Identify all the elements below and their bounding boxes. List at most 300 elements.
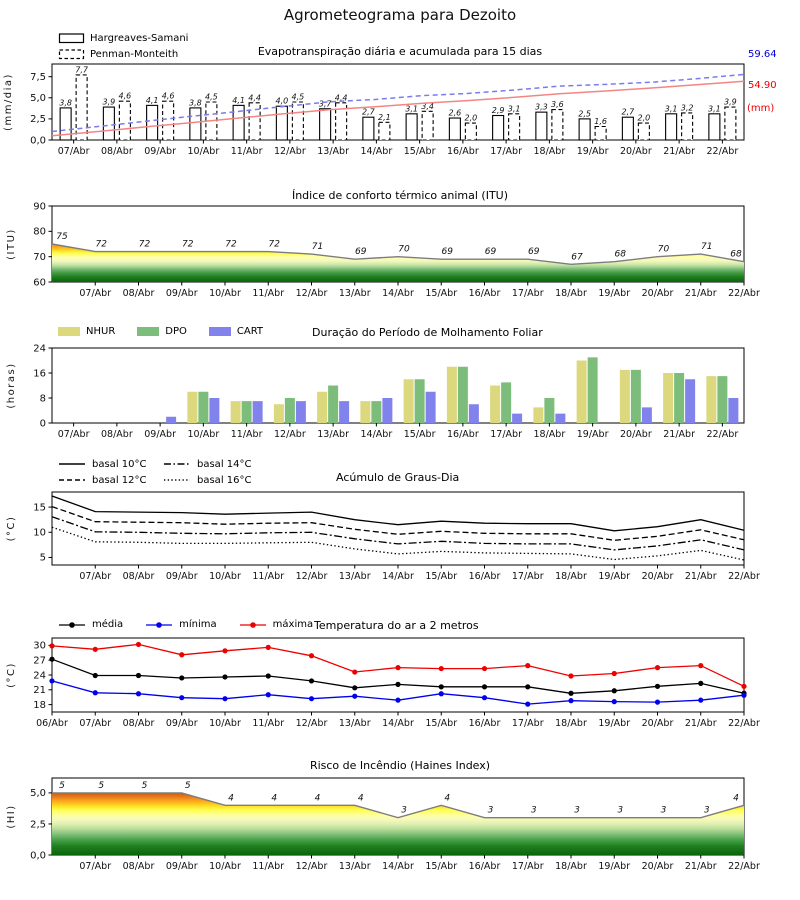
temp-legend — [58, 619, 335, 630]
legend-label: basal 16°C — [197, 474, 252, 486]
hargreaves-bar-label: 4,1 — [145, 95, 159, 105]
hargreaves-bar — [103, 107, 114, 140]
y-tick-label: 7,5 — [30, 71, 46, 83]
value-label: 5 — [59, 780, 65, 791]
minima-point — [49, 678, 54, 683]
penman-bar-label: 3,4 — [421, 101, 434, 111]
value-label: 4 — [228, 793, 234, 804]
x-tick-label: 19/Abr — [598, 288, 631, 299]
penman-bar-label: 1,6 — [594, 116, 607, 126]
x-tick-label: 09/Abr — [144, 146, 176, 157]
haines-chart — [0, 772, 800, 878]
legend-label: média — [92, 619, 124, 630]
minima-point — [395, 698, 400, 703]
legend-item-minima — [145, 619, 217, 630]
value-label: 72 — [138, 239, 151, 250]
maxima-point — [395, 665, 400, 670]
minima-point — [136, 691, 141, 696]
x-tick-label: 17/Abr — [490, 429, 522, 440]
y-tick-label: 5,0 — [30, 93, 46, 105]
x-tick-label: 20/Abr — [641, 861, 674, 872]
dpo-swatch-icon — [137, 326, 159, 337]
y-tick-label: 2,5 — [30, 114, 46, 126]
minima-point — [309, 696, 314, 701]
basal-14-line — [52, 517, 744, 550]
x-tick-label: 09/Abr — [144, 429, 176, 440]
y-tick-label: 70 — [33, 251, 46, 263]
value-label: 5 — [141, 780, 148, 791]
itu-title: Índice de conforto térmico animal (ITU) — [291, 189, 509, 202]
minima-point — [482, 695, 487, 700]
dpo-bar — [501, 382, 511, 423]
y-tick-label: 10 — [33, 527, 46, 539]
dpo-bar — [717, 376, 727, 423]
nhur-bar — [490, 386, 500, 424]
minima-point — [222, 696, 227, 701]
penman-bar-label: 2,0 — [464, 113, 478, 123]
value-label: 69 — [528, 247, 540, 258]
x-tick-label: 15/Abr — [403, 146, 436, 157]
y-tick-label: 5 — [39, 552, 46, 564]
x-tick-label: 18/Abr — [555, 571, 587, 582]
penman-bar — [638, 123, 649, 140]
media-point — [482, 684, 487, 689]
maxima-point — [698, 663, 703, 668]
cart-bar — [166, 417, 176, 423]
penman-bar-label: 3,6 — [551, 100, 564, 110]
penman-bar — [119, 101, 130, 140]
hargreaves-bar-label: 3,7 — [318, 99, 332, 109]
minima-point — [612, 699, 617, 704]
value-label: 4 — [444, 793, 451, 804]
nhur-bar — [577, 361, 587, 424]
media-point — [352, 685, 357, 690]
hargreaves-bar-label: 3,9 — [102, 97, 116, 107]
x-tick-label: 21/Abr — [663, 146, 695, 157]
legend-item-basal10 — [58, 456, 163, 472]
value-label: 70 — [657, 244, 670, 255]
value-label: 72 — [268, 239, 280, 250]
y-tick-label: 5,0 — [30, 788, 46, 800]
value-label: 69 — [441, 247, 453, 258]
media-point — [525, 684, 530, 689]
legend-item-basal14 — [163, 456, 251, 472]
x-tick-label: 13/Abr — [338, 288, 371, 299]
x-tick-label: 07/Abr — [57, 429, 90, 440]
media-point — [612, 688, 617, 693]
x-tick-label: 16/Abr — [468, 288, 501, 299]
minima-point — [698, 698, 703, 703]
x-tick-label: 18/Abr — [555, 861, 587, 872]
penman-bar-label: 3,9 — [724, 97, 737, 107]
y-axis-label: (°C) — [6, 662, 17, 688]
minima-point — [439, 691, 444, 696]
value-label: 68 — [614, 249, 626, 260]
x-tick-label: 11/Abr — [230, 146, 263, 157]
nhur-bar — [706, 376, 716, 423]
penman-bar — [725, 107, 736, 140]
hargreaves-bar — [493, 116, 504, 140]
y-tick-label: 16 — [33, 368, 46, 380]
maxima-point — [482, 666, 487, 671]
maxima-point — [309, 653, 314, 658]
temperatura-chart — [0, 632, 800, 732]
value-label: 3 — [401, 805, 407, 816]
x-tick-label: 10/Abr — [187, 146, 220, 157]
hargreaves-swatch-icon — [58, 32, 85, 44]
y-axis-label: (HI) — [6, 804, 17, 829]
x-tick-label: 08/Abr — [122, 288, 155, 299]
maxima-point — [525, 663, 530, 668]
media-point — [309, 678, 314, 683]
evapotranspiration-chart — [0, 56, 800, 160]
x-tick-label: 09/Abr — [165, 718, 198, 729]
hargreaves-bar — [449, 118, 460, 140]
hargreaves-bar — [320, 109, 331, 140]
value-label: 3 — [574, 805, 580, 816]
x-tick-label: 13/Abr — [338, 861, 371, 872]
hargreaves-bar-label: 3,1 — [664, 104, 678, 114]
x-tick-label: 15/Abr — [425, 718, 458, 729]
x-tick-label: 14/Abr — [382, 861, 414, 872]
legend-item-media — [58, 619, 123, 630]
evapo-title: Evapotranspiração diária e acumulada para 15 dias — [257, 45, 543, 58]
legend-item-dpo — [137, 326, 187, 337]
x-tick-label: 08/Abr — [122, 718, 155, 729]
hargreaves-bar — [622, 117, 633, 140]
dpo-bar — [544, 398, 554, 423]
minima-point — [179, 695, 184, 700]
x-tick-label: 17/Abr — [511, 288, 544, 299]
maxima-marker-icon — [239, 620, 267, 630]
media-point — [179, 675, 184, 680]
x-tick-label: 15/Abr — [425, 571, 458, 582]
x-tick-label: 21/Abr — [684, 861, 717, 872]
maxima-point — [49, 643, 54, 648]
x-tick-label: 13/Abr — [317, 146, 349, 157]
x-tick-label: 07/Abr — [79, 288, 112, 299]
x-tick-label: 21/Abr — [684, 288, 717, 299]
y-tick-label: 24 — [33, 343, 46, 355]
legend-label: basal 12°C — [92, 474, 147, 486]
penman-bar-label: 2,1 — [378, 112, 391, 122]
x-tick-label: 20/Abr — [641, 288, 674, 299]
nhur-bar — [360, 401, 370, 423]
x-tick-label: 17/Abr — [511, 718, 544, 729]
value-label: 4 — [314, 793, 321, 804]
hargreaves-bar-label: 3,3 — [535, 102, 548, 112]
x-tick-label: 17/Abr — [511, 571, 544, 582]
hargreaves-total-label: 54.90 — [748, 80, 777, 91]
media-point — [266, 673, 271, 678]
graus-title: Acúmulo de Graus-Dia — [336, 471, 460, 484]
x-tick-label: 14/Abr — [360, 429, 393, 440]
penman-bar — [163, 101, 174, 140]
x-tick-label: 22/Abr — [706, 429, 739, 440]
x-tick-label: 16/Abr — [447, 429, 479, 440]
media-point — [93, 673, 98, 678]
penman-bar — [552, 110, 563, 140]
legend-label: máxima — [272, 619, 314, 630]
penman-bar-label: 3,1 — [507, 104, 521, 114]
x-tick-label: 08/Abr — [101, 146, 133, 157]
cart-bar — [253, 401, 263, 423]
maxima-point — [741, 684, 746, 689]
cart-bar — [555, 414, 565, 423]
hargreaves-bar-label: 3,1 — [708, 104, 721, 114]
media-point — [136, 673, 141, 678]
x-tick-label: 18/Abr — [533, 429, 566, 440]
y-tick-label: 30 — [33, 640, 46, 652]
media-point — [222, 674, 227, 679]
minima-point — [568, 698, 573, 703]
media-point — [49, 657, 54, 662]
legend-label: basal 14°C — [197, 458, 252, 470]
legend-label: mínima — [179, 619, 217, 630]
x-tick-label: 15/Abr — [425, 861, 458, 872]
x-tick-label: 14/Abr — [360, 146, 393, 157]
x-tick-label: 21/Abr — [663, 429, 695, 440]
hargreaves-bar-label: 2,9 — [491, 106, 505, 116]
hargreaves-bar-label: 3,1 — [405, 104, 418, 114]
y-tick-label: 0 — [39, 418, 46, 430]
x-tick-label: 21/Abr — [684, 718, 717, 729]
penman-bar — [249, 103, 260, 140]
maxima-point — [568, 673, 573, 678]
maxima-point — [222, 648, 227, 653]
basal14-line-icon — [163, 459, 191, 469]
maxima-point — [179, 652, 184, 657]
x-tick-label: 15/Abr — [403, 429, 436, 440]
nhur-bar — [620, 370, 630, 423]
y-tick-label: 18 — [33, 699, 46, 711]
hargreaves-bar — [276, 106, 287, 140]
y-tick-label: 27 — [33, 655, 46, 667]
value-label: 5 — [98, 780, 105, 791]
cart-bar — [296, 401, 306, 423]
dpo-bar — [631, 370, 641, 423]
hargreaves-bar — [536, 112, 547, 140]
minima-point — [655, 700, 660, 705]
x-tick-label: 17/Abr — [490, 146, 522, 157]
x-tick-label: 17/Abr — [511, 861, 544, 872]
hargreaves-bar — [147, 105, 158, 140]
x-tick-label: 18/Abr — [555, 718, 587, 729]
x-tick-label: 12/Abr — [274, 429, 306, 440]
hargreaves-bar — [190, 108, 201, 140]
minima-point — [352, 694, 357, 699]
x-tick-label: 09/Abr — [165, 571, 198, 582]
dpo-bar — [415, 379, 425, 423]
nhur-bar — [187, 392, 197, 423]
penman-bar — [76, 75, 87, 140]
hargreaves-bar — [363, 117, 374, 140]
penman-bar — [292, 102, 303, 140]
x-tick-label: 20/Abr — [620, 146, 652, 157]
penman-bar-label: 2,0 — [637, 113, 651, 123]
value-label: 3 — [487, 805, 494, 816]
cart-swatch-icon — [209, 326, 231, 337]
x-tick-label: 20/Abr — [641, 718, 674, 729]
cart-bar — [469, 404, 479, 423]
cart-bar — [209, 398, 219, 423]
value-label: 72 — [182, 239, 194, 250]
nhur-bar — [447, 367, 457, 423]
x-tick-label: 22/Abr — [728, 718, 760, 729]
maxima-point — [352, 669, 357, 674]
maxima-point — [439, 666, 444, 671]
basal10-line-icon — [58, 459, 86, 469]
legend-item-maxima — [239, 619, 313, 630]
dpo-bar — [371, 401, 381, 423]
x-tick-label: 07/Abr — [57, 146, 90, 157]
value-label: 72 — [225, 239, 237, 250]
y-axis-label: (horas) — [6, 362, 17, 409]
hargreaves-bar-label: 3,8 — [59, 98, 72, 108]
dpo-bar — [242, 401, 252, 423]
legend-item-nhur — [58, 326, 115, 337]
legend-label: DPO — [165, 326, 187, 337]
nhur-swatch-icon — [58, 326, 80, 337]
media-point — [439, 684, 444, 689]
value-label: 5 — [184, 780, 191, 791]
value-label: 71 — [701, 242, 713, 253]
x-tick-label: 11/Abr — [230, 429, 263, 440]
molhamento-title: Duração do Período de Molhamento Foliar — [312, 326, 543, 339]
x-tick-label: 14/Abr — [382, 718, 414, 729]
y-tick-label: 2,5 — [30, 819, 46, 831]
media-point — [568, 691, 573, 696]
maxima-point — [655, 665, 660, 670]
area-fill — [52, 793, 744, 855]
legend-item-cart — [209, 326, 263, 337]
value-label: 67 — [571, 252, 583, 263]
media-line — [52, 659, 744, 693]
x-tick-label: 20/Abr — [620, 429, 652, 440]
hargreaves-bar-label: 4,0 — [275, 96, 289, 106]
penman-bar — [595, 126, 606, 140]
x-tick-label: 19/Abr — [598, 861, 631, 872]
dpo-bar — [674, 373, 684, 423]
page-title: Agrometeograma para Dezoito — [283, 6, 517, 24]
x-tick-label: 12/Abr — [295, 718, 328, 729]
x-tick-label: 22/Abr — [706, 146, 739, 157]
graus-legend — [58, 456, 251, 488]
x-tick-label: 13/Abr — [338, 718, 371, 729]
x-tick-label: 13/Abr — [317, 429, 349, 440]
x-tick-label: 08/Abr — [101, 429, 133, 440]
x-tick-label: 06/Abr — [36, 718, 68, 729]
minima-point — [266, 692, 271, 697]
graus-dia-chart — [0, 486, 800, 584]
penman-bar-label: 4,5 — [291, 92, 305, 102]
maxima-point — [136, 642, 141, 647]
evapo-bars — [59, 65, 736, 140]
penman-bar-label: 7,7 — [75, 65, 88, 75]
value-label: 4 — [271, 793, 278, 804]
y-tick-label: 21 — [33, 685, 46, 697]
media-point — [395, 682, 400, 687]
value-label: 3 — [660, 805, 667, 816]
media-point — [655, 684, 660, 689]
cart-bar — [685, 379, 695, 423]
legend-item-hargreaves — [58, 30, 188, 46]
cart-bar — [642, 407, 652, 423]
hargreaves-bar — [406, 114, 417, 140]
value-label: 4 — [733, 793, 739, 804]
legend-label: CART — [236, 326, 264, 337]
x-tick-label: 09/Abr — [165, 288, 198, 299]
x-tick-label: 21/Abr — [684, 571, 717, 582]
value-label: 69 — [355, 247, 367, 258]
hargreaves-bar — [579, 119, 590, 140]
media-point — [698, 681, 703, 686]
dpo-bar — [588, 357, 598, 423]
dpo-bar — [198, 392, 208, 423]
x-tick-label: 11/Abr — [252, 718, 285, 729]
hargreaves-bar-label: 2,6 — [448, 108, 462, 118]
dpo-bar — [285, 398, 295, 423]
penman-bar-label: 4,5 — [205, 92, 218, 102]
value-label: 75 — [56, 232, 68, 242]
x-tick-label: 15/Abr — [425, 288, 458, 299]
value-label: 72 — [95, 239, 107, 250]
value-label: 71 — [311, 242, 324, 253]
cart-bar — [339, 401, 349, 423]
hargreaves-bar-label: 2,5 — [578, 109, 591, 119]
nhur-bar — [274, 404, 284, 423]
x-tick-label: 19/Abr — [598, 571, 631, 582]
cart-bar — [728, 398, 738, 423]
basal-10-line — [52, 496, 744, 531]
value-label: 3 — [703, 805, 710, 816]
minima-marker-icon — [145, 620, 173, 630]
x-tick-label: 10/Abr — [209, 288, 241, 299]
x-tick-label: 22/Abr — [728, 861, 760, 872]
x-tick-label: 12/Abr — [295, 861, 328, 872]
penman-bar-label: 4,4 — [248, 93, 261, 103]
penman-total-label: 59.64 — [748, 49, 777, 60]
hargreaves-bar — [709, 114, 720, 140]
media-marker-icon — [58, 620, 86, 630]
maxima-point — [266, 645, 271, 650]
x-tick-label: 18/Abr — [533, 146, 566, 157]
y-axis-label: (°C) — [6, 515, 17, 542]
penman-bar-label: 4,6 — [118, 91, 132, 101]
value-label: 3 — [530, 805, 537, 816]
dpo-bar — [458, 367, 468, 423]
penman-bar — [509, 114, 520, 140]
x-tick-label: 16/Abr — [447, 146, 479, 157]
legend-label: Hargreaves-Samani — [90, 32, 189, 44]
x-tick-label: 09/Abr — [165, 861, 198, 872]
cart-bar — [512, 414, 522, 423]
temp-title: Temperatura do ar a 2 metros — [314, 619, 479, 632]
penman-bar — [379, 122, 390, 140]
y-tick-label: 15 — [33, 502, 46, 514]
cart-bar — [426, 392, 436, 423]
x-tick-label: 11/Abr — [252, 861, 285, 872]
y-tick-label: 80 — [33, 226, 46, 238]
value-label: 69 — [484, 247, 497, 258]
value-label: 4 — [357, 793, 364, 804]
x-tick-label: 16/Abr — [468, 861, 501, 872]
itu-chart — [0, 200, 800, 302]
hargreaves-bar-label: 4,1 — [232, 95, 245, 105]
x-tick-label: 16/Abr — [468, 718, 501, 729]
nhur-bar — [317, 392, 327, 423]
x-tick-label: 22/Abr — [728, 571, 760, 582]
